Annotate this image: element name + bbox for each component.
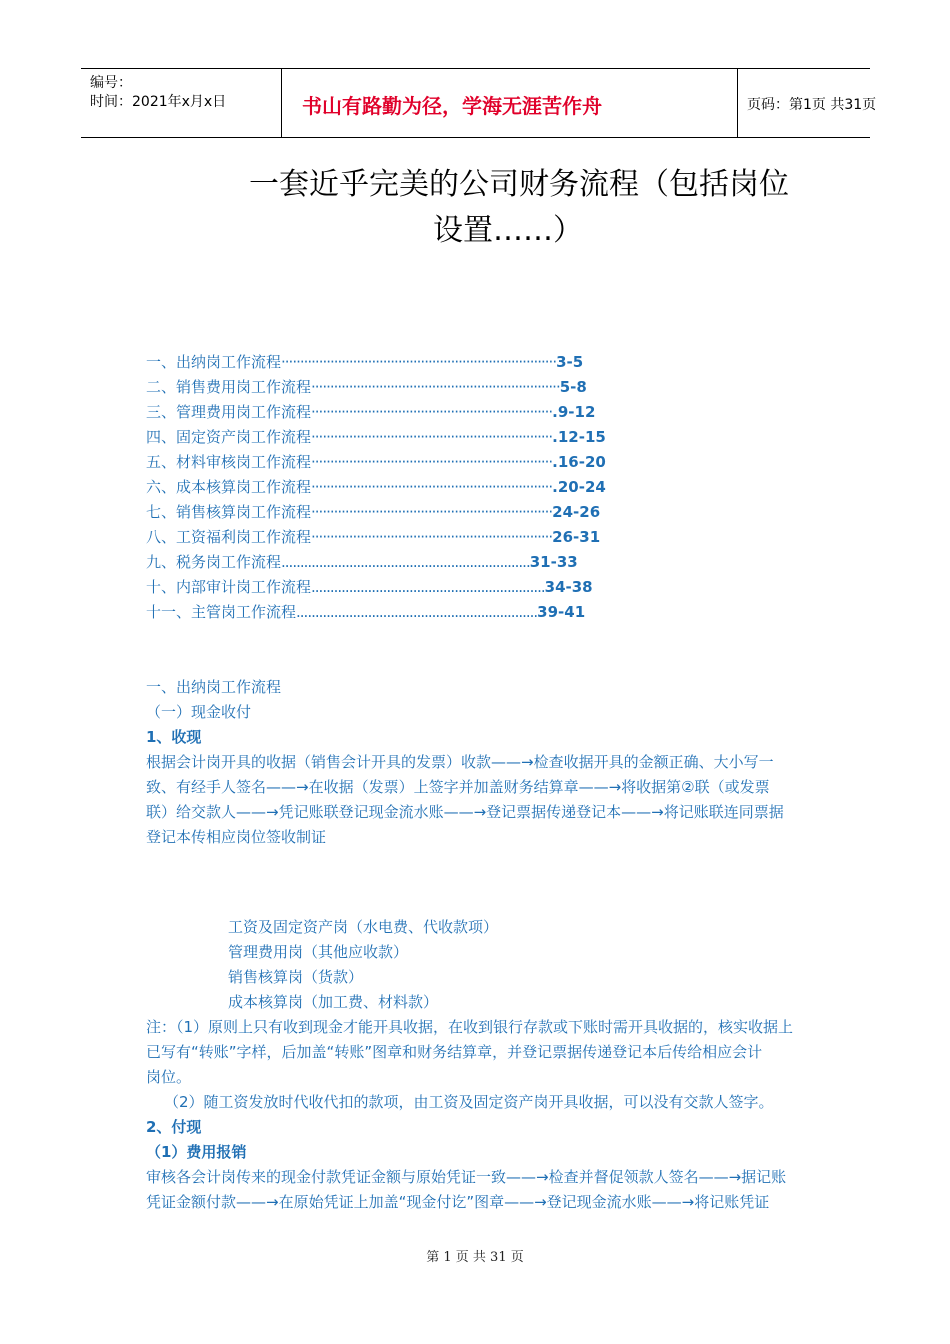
toc-row[interactable] bbox=[146, 525, 746, 550]
toc-label: 六、成本核算岗工作流程 bbox=[146, 478, 312, 496]
post-item: 成本核算岗（加工费、材料款） bbox=[228, 993, 439, 1011]
toc-label: 二、销售费用岗工作流程 bbox=[146, 378, 312, 396]
toc-page-range: 31-33 bbox=[529, 553, 578, 571]
toc-row[interactable] bbox=[146, 450, 746, 475]
toc-row[interactable] bbox=[146, 500, 746, 525]
toc-leader-dots: ································································ bbox=[311, 478, 553, 496]
toc-page-range: 3-5 bbox=[556, 353, 584, 371]
toc-row[interactable] bbox=[146, 425, 746, 450]
page-header bbox=[81, 68, 877, 138]
toc-row[interactable] bbox=[146, 475, 746, 500]
paragraph-line: 凭证金额付款——→在原始凭证上加盖“现金付讫”图章——→登记现金流水账——→将记账凭证 bbox=[146, 1193, 770, 1211]
number-label: 编号： bbox=[90, 75, 132, 91]
paragraph-line: 致、有经手人签名——→在收据（发票）上签字并加盖财务结算章——→将收据第②联（或发票 bbox=[146, 778, 770, 796]
toc-leader-dots: ········································································· bbox=[281, 353, 557, 371]
toc-page-range: 5-8 bbox=[559, 378, 587, 396]
toc-page-range: 24-26 bbox=[552, 503, 601, 521]
subsection-heading: （1）费用报销 bbox=[146, 1143, 247, 1161]
toc-label: 四、固定资产岗工作流程 bbox=[146, 428, 312, 446]
paragraph-line: 根据会计岗开具的收据（销售会计开具的发票）收款——→检查收据开具的金额正确、大小写一 bbox=[146, 753, 774, 771]
note-line: （2）随工资发放时代收代扣的款项，由工资及固定资产岗开具收据，可以没有交款人签字。 bbox=[164, 1093, 774, 1111]
document-title bbox=[0, 162, 950, 254]
toc-label: 九、税务岗工作流程 bbox=[146, 553, 282, 571]
toc-page-range: .12-15 bbox=[552, 428, 606, 446]
toc-row[interactable] bbox=[146, 400, 746, 425]
post-item: 工资及固定资产岗（水电费、代收款项） bbox=[228, 918, 499, 936]
note-line: 注：（1）原则上只有收到现金才能开具收据，在收到银行存款或下账时需开具收据的，核实收据上 bbox=[146, 1018, 794, 1036]
toc-label: 一、出纳岗工作流程 bbox=[146, 353, 282, 371]
notes bbox=[146, 1015, 846, 1215]
toc-page-range: 34-38 bbox=[544, 578, 593, 596]
toc-leader-dots: ································································ bbox=[311, 503, 553, 521]
title-line-1: 一套近乎完美的公司财务流程（包括岗位 bbox=[249, 167, 789, 202]
toc-page-range: .9-12 bbox=[552, 403, 596, 421]
section-heading: 一、出纳岗工作流程 bbox=[146, 678, 282, 696]
note-line: 岗位。 bbox=[146, 1068, 192, 1086]
toc-label: 十、内部审计岗工作流程 bbox=[146, 578, 312, 596]
note-line: 已写有“转账”字样，后加盖“转账”图章和财务结算章，并登记票据传递登记本后传给相应会计 bbox=[146, 1043, 763, 1061]
item-heading: 2、付现 bbox=[146, 1118, 202, 1136]
header-info-cell bbox=[81, 69, 281, 137]
toc-row[interactable] bbox=[146, 600, 746, 625]
page-code: 页码：第1页 共31页 bbox=[747, 97, 877, 113]
posts-list bbox=[146, 915, 928, 1015]
item-heading: 1、收现 bbox=[146, 728, 202, 746]
toc-leader-dots: ................................................................ bbox=[296, 603, 538, 621]
title-line-2: 设置……） bbox=[433, 213, 583, 248]
subsection-heading: （一）现金收付 bbox=[146, 703, 252, 721]
motto: 书山有路勤为径，学海无涯苦作舟 bbox=[302, 94, 602, 118]
paragraph-line: 联）给交款人——→凭记账联登记现金流水账——→登记票据传递登记本——→将记账联连同票据 bbox=[146, 803, 784, 821]
toc-leader-dots: .................................................................. bbox=[281, 553, 530, 571]
time-label: 时间：2021年x月x日 bbox=[90, 94, 227, 110]
table-of-contents bbox=[146, 350, 746, 625]
toc-page-range: 26-31 bbox=[552, 528, 601, 546]
toc-leader-dots: ·································································· bbox=[311, 378, 560, 396]
toc-page-range: 39-41 bbox=[537, 603, 586, 621]
header-motto-cell bbox=[281, 69, 738, 137]
paragraph-line: 审核各会计岗传来的现金付款凭证金额与原始凭证一致——→检查并督促领款人签名——→据记账 bbox=[146, 1168, 787, 1186]
post-item: 管理费用岗（其他应收款） bbox=[228, 943, 409, 961]
toc-row[interactable] bbox=[146, 550, 746, 575]
toc-leader-dots: ································································ bbox=[311, 428, 553, 446]
toc-leader-dots: .............................................................. bbox=[311, 578, 545, 596]
toc-row[interactable] bbox=[146, 575, 746, 600]
toc-label: 七、销售核算岗工作流程 bbox=[146, 503, 312, 521]
post-item: 销售核算岗（货款） bbox=[228, 968, 364, 986]
toc-label: 十一、主管岗工作流程 bbox=[146, 603, 297, 621]
toc-row[interactable] bbox=[146, 375, 746, 400]
toc-label: 五、材料审核岗工作流程 bbox=[146, 453, 312, 471]
toc-leader-dots: ································································ bbox=[311, 528, 553, 546]
toc-leader-dots: ································································ bbox=[311, 403, 553, 421]
toc-label: 八、工资福利岗工作流程 bbox=[146, 528, 312, 546]
toc-leader-dots: ································································ bbox=[311, 453, 553, 471]
paragraph-line: 登记本传相应岗位签收制证 bbox=[146, 828, 327, 846]
page-footer: 第 1 页 共 31 页 bbox=[426, 1250, 524, 1265]
toc-page-range: .20-24 bbox=[552, 478, 606, 496]
toc-page-range: .16-20 bbox=[552, 453, 606, 471]
toc-row[interactable] bbox=[146, 350, 746, 375]
header-page-cell bbox=[737, 69, 877, 137]
section-1 bbox=[146, 675, 846, 850]
toc-label: 三、管理费用岗工作流程 bbox=[146, 403, 312, 421]
